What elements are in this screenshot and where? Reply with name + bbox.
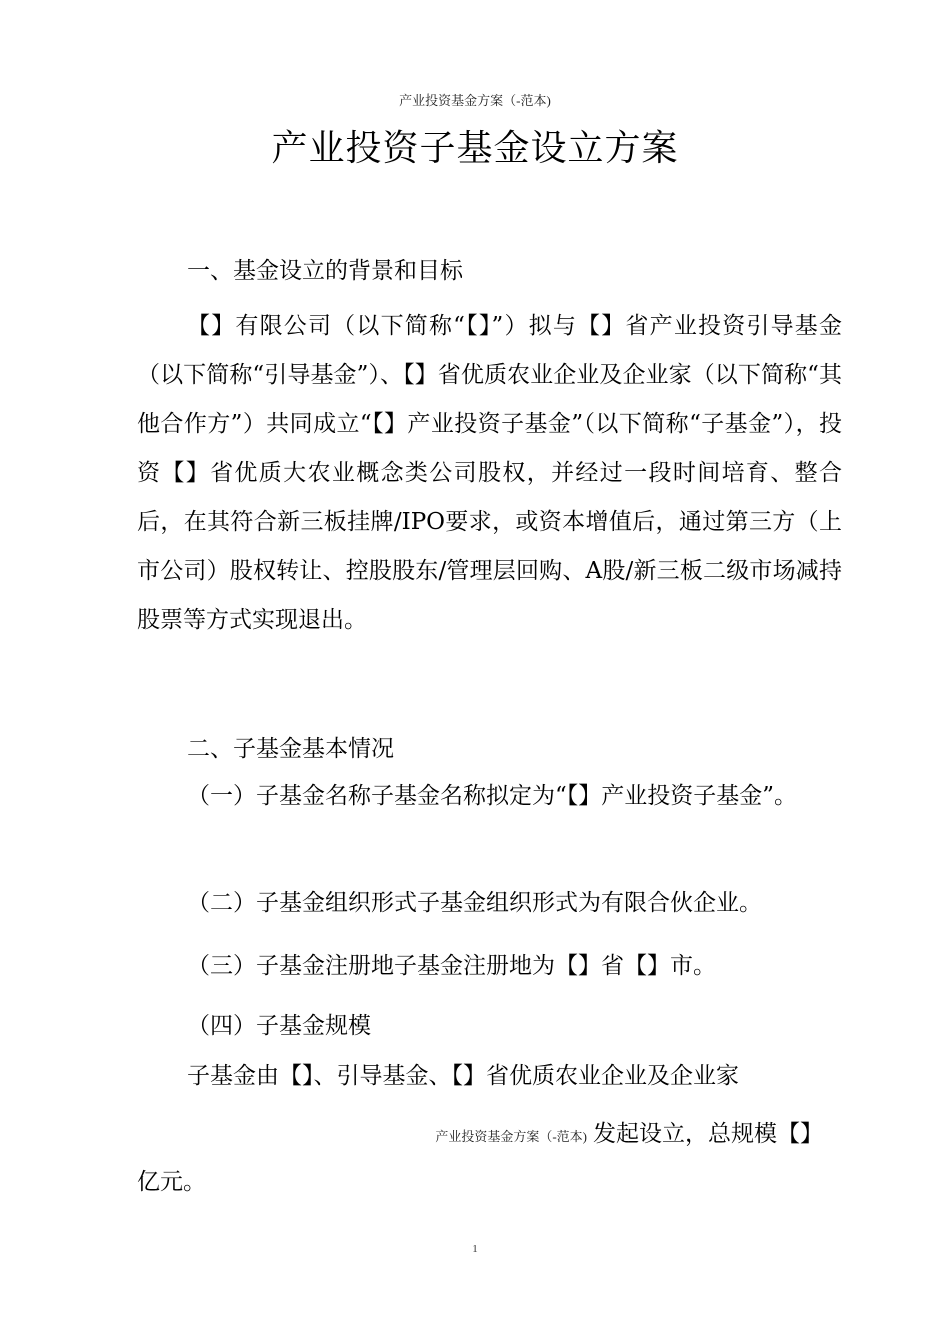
section-1-heading: 一、基金设立的背景和目标 [187, 258, 463, 284]
inline-running-footer: 产业投资基金方案（-范本) [435, 1128, 587, 1144]
page-number: 1 [472, 1243, 478, 1255]
section-2-item-4-line-3: 亿元。 [137, 1169, 206, 1195]
section-2-item-2: （二）子基金组织形式子基金组织形式为有限合伙企业。 [187, 890, 762, 916]
section-2-item-1: （一）子基金名称子基金名称拟定为“【】产业投资子基金”。 [187, 783, 798, 809]
section-2-item-4-line-1: 子基金由【】、引导基金、【】省优质农业企业及企业家 [187, 1063, 739, 1089]
section-2-heading: 二、子基金基本情况 [187, 736, 394, 762]
section-2-item-4-heading: （四）子基金规模 [187, 1013, 371, 1039]
section-2-item-4-line-2-text: 发起设立，总规模【】 [593, 1121, 823, 1147]
section-2-item-4-line-2 [435, 1115, 823, 1148]
document-title: 产业投资子基金设立方案 [271, 128, 679, 169]
running-header: 产业投资基金方案（-范本) [399, 93, 551, 108]
section-1-paragraph: 【】有限公司（以下简称“【】”）拟与【】省产业投资引导基金（以下简称“引导基金”）、【】省优质农业企业及企业家（以下简称“其他合作方”）共同成立“【】产业投资子基金”（以下简称“子基金”），投资【】省优质大农业概念类公司股权，并经过一段时间培育、整合后，在其符合新三板挂牌/IPO要求，或资本增值后，通过第三方（上市公司）股权转让、控股股东/管理层回购、A股/新三板二级市场减持股票等方式实现退出。 [137, 313, 842, 633]
section-2-item-3: （三）子基金注册地子基金注册地为【】省【】市。 [187, 953, 716, 979]
